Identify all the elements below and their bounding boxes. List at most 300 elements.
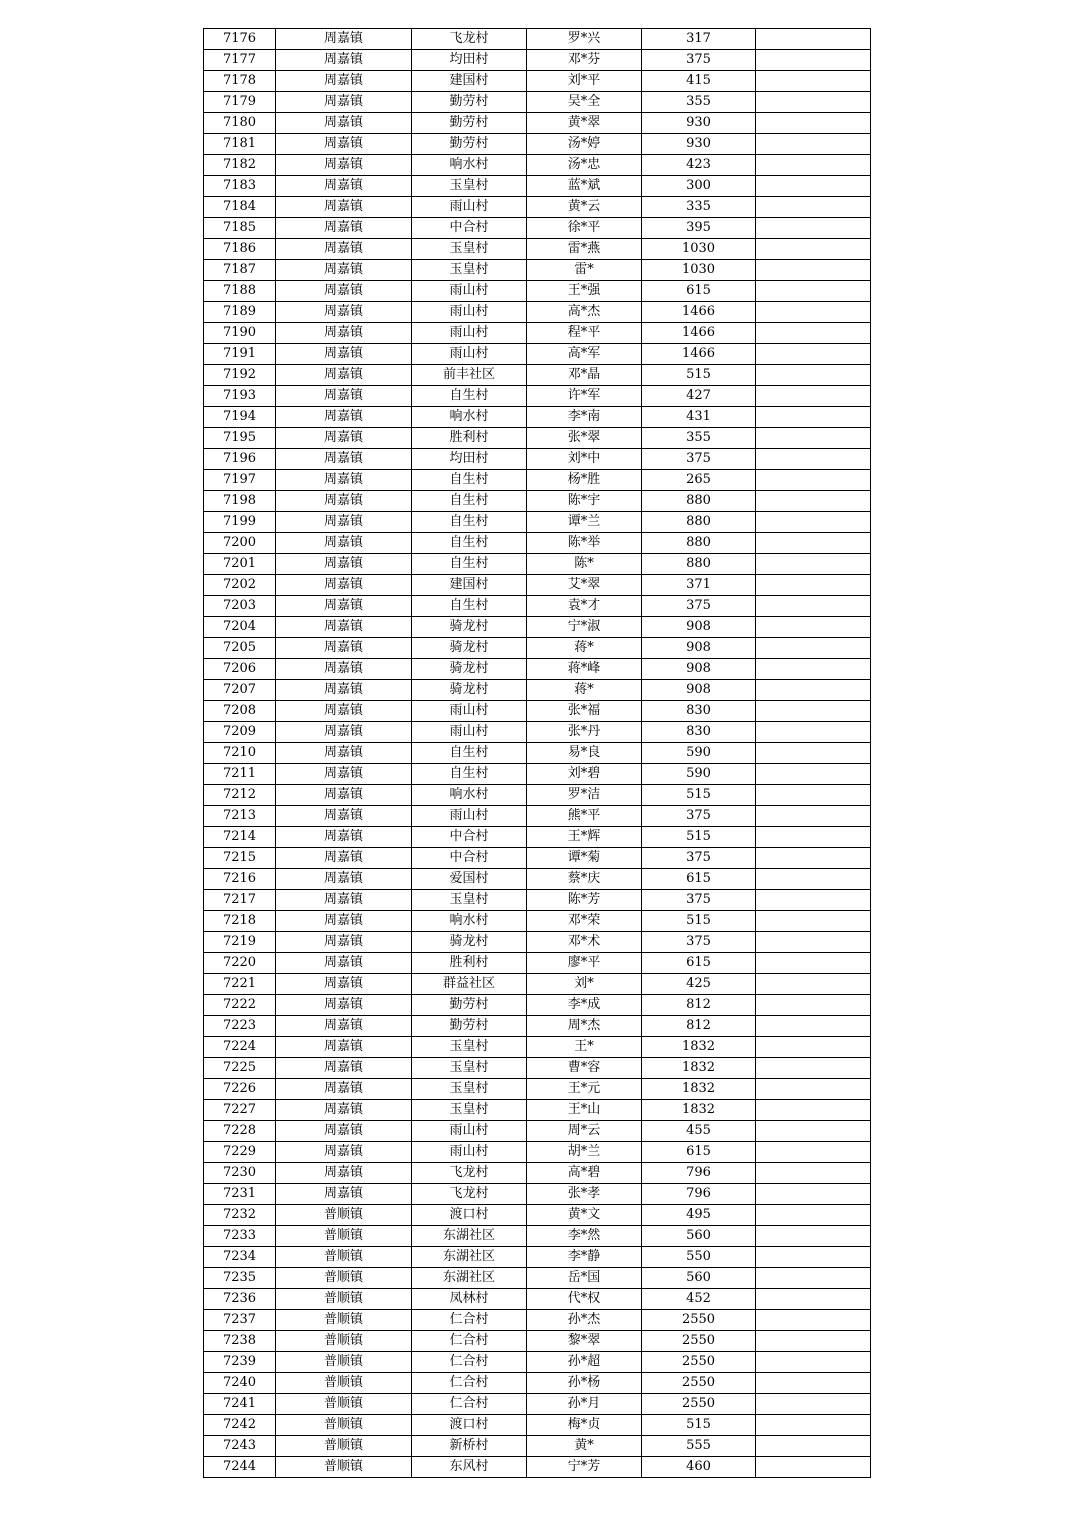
name-cell: 刘*碧 [527,764,642,785]
name-cell: 廖*平 [527,953,642,974]
table-row [204,911,871,932]
amount-cell: 615 [642,1142,756,1163]
amount-cell: 371 [642,575,756,596]
table-row [204,722,871,743]
table-row [204,197,871,218]
village-cell: 雨山村 [412,806,527,827]
town-cell: 周嘉镇 [276,218,412,239]
amount-cell: 560 [642,1268,756,1289]
name-cell: 张*翠 [527,428,642,449]
village-cell: 自生村 [412,470,527,491]
amount-cell: 375 [642,449,756,470]
name-cell: 高*杰 [527,302,642,323]
name-cell: 雷*燕 [527,239,642,260]
table-row [204,134,871,155]
name-cell: 吴*全 [527,92,642,113]
table-row [204,701,871,722]
remark-cell [756,680,871,701]
amount-cell: 495 [642,1205,756,1226]
village-cell: 雨山村 [412,1142,527,1163]
remark-cell [756,281,871,302]
table-row [204,1415,871,1436]
town-cell: 周嘉镇 [276,449,412,470]
village-cell: 建国村 [412,575,527,596]
town-cell: 周嘉镇 [276,386,412,407]
village-cell: 雨山村 [412,701,527,722]
village-cell: 响水村 [412,155,527,176]
remark-cell [756,911,871,932]
amount-cell: 796 [642,1163,756,1184]
name-cell: 袁*才 [527,596,642,617]
village-cell: 自生村 [412,386,527,407]
village-cell: 玉皇村 [412,1100,527,1121]
name-cell: 邓*荣 [527,911,642,932]
row-number-cell: 7238 [204,1331,276,1352]
name-cell: 黄*文 [527,1205,642,1226]
remark-cell [756,1352,871,1373]
table-row [204,785,871,806]
row-number-cell: 7206 [204,659,276,680]
row-number-cell: 7216 [204,869,276,890]
row-number-cell: 7235 [204,1268,276,1289]
table-row [204,1310,871,1331]
row-number-cell: 7212 [204,785,276,806]
town-cell: 周嘉镇 [276,1037,412,1058]
row-number-cell: 7201 [204,554,276,575]
town-cell: 周嘉镇 [276,113,412,134]
table-row [204,596,871,617]
village-cell: 骑龙村 [412,932,527,953]
amount-cell: 300 [642,176,756,197]
remark-cell [756,323,871,344]
town-cell: 周嘉镇 [276,260,412,281]
village-cell: 仁合村 [412,1331,527,1352]
row-number-cell: 7239 [204,1352,276,1373]
town-cell: 周嘉镇 [276,659,412,680]
remark-cell [756,1205,871,1226]
table-row [204,323,871,344]
remark-cell [756,176,871,197]
row-number-cell: 7240 [204,1373,276,1394]
town-cell: 周嘉镇 [276,1079,412,1100]
village-cell: 东湖社区 [412,1226,527,1247]
remark-cell [756,302,871,323]
village-cell: 雨山村 [412,344,527,365]
row-number-cell: 7229 [204,1142,276,1163]
amount-cell: 812 [642,995,756,1016]
name-cell: 胡*兰 [527,1142,642,1163]
amount-cell: 880 [642,512,756,533]
name-cell: 张*孝 [527,1184,642,1205]
name-cell: 刘*中 [527,449,642,470]
remark-cell [756,197,871,218]
amount-cell: 930 [642,113,756,134]
town-cell: 普顺镇 [276,1436,412,1457]
remark-cell [756,932,871,953]
town-cell: 周嘉镇 [276,932,412,953]
name-cell: 张*丹 [527,722,642,743]
row-number-cell: 7241 [204,1394,276,1415]
village-cell: 仁合村 [412,1394,527,1415]
village-cell: 自生村 [412,554,527,575]
amount-cell: 515 [642,1415,756,1436]
row-number-cell: 7221 [204,974,276,995]
amount-cell: 930 [642,134,756,155]
table-row [204,1436,871,1457]
town-cell: 普顺镇 [276,1394,412,1415]
town-cell: 周嘉镇 [276,701,412,722]
village-cell: 自生村 [412,596,527,617]
town-cell: 普顺镇 [276,1289,412,1310]
table-row [204,1079,871,1100]
town-cell: 周嘉镇 [276,92,412,113]
row-number-cell: 7214 [204,827,276,848]
name-cell: 陈*举 [527,533,642,554]
town-cell: 普顺镇 [276,1268,412,1289]
remark-cell [756,1331,871,1352]
table-row [204,1268,871,1289]
name-cell: 黄* [527,1436,642,1457]
remark-cell [756,1247,871,1268]
amount-cell: 1832 [642,1058,756,1079]
name-cell: 汤*婷 [527,134,642,155]
name-cell: 孙*超 [527,1352,642,1373]
name-cell: 邓*晶 [527,365,642,386]
remark-cell [756,239,871,260]
table-row [204,1016,871,1037]
village-cell: 玉皇村 [412,239,527,260]
row-number-cell: 7179 [204,92,276,113]
town-cell: 周嘉镇 [276,554,412,575]
town-cell: 周嘉镇 [276,1121,412,1142]
table-row [204,827,871,848]
name-cell: 蓝*斌 [527,176,642,197]
village-cell: 玉皇村 [412,1058,527,1079]
name-cell: 张*福 [527,701,642,722]
name-cell: 岳*国 [527,1268,642,1289]
town-cell: 周嘉镇 [276,197,412,218]
name-cell: 黄*云 [527,197,642,218]
remark-cell [756,1184,871,1205]
name-cell: 易*良 [527,743,642,764]
row-number-cell: 7183 [204,176,276,197]
remark-cell [756,1226,871,1247]
amount-cell: 1030 [642,239,756,260]
town-cell: 周嘉镇 [276,995,412,1016]
row-number-cell: 7232 [204,1205,276,1226]
amount-cell: 425 [642,974,756,995]
town-cell: 周嘉镇 [276,638,412,659]
village-cell: 勤劳村 [412,92,527,113]
remark-cell [756,92,871,113]
name-cell: 程*平 [527,323,642,344]
remark-cell [756,701,871,722]
name-cell: 王*山 [527,1100,642,1121]
village-cell: 雨山村 [412,323,527,344]
village-cell: 勤劳村 [412,113,527,134]
row-number-cell: 7202 [204,575,276,596]
amount-cell: 1466 [642,323,756,344]
town-cell: 周嘉镇 [276,785,412,806]
remark-cell [756,50,871,71]
name-cell: 蒋* [527,638,642,659]
remark-cell [756,71,871,92]
amount-cell: 1030 [642,260,756,281]
table-row [204,218,871,239]
remark-cell [756,638,871,659]
row-number-cell: 7200 [204,533,276,554]
village-cell: 爱国村 [412,869,527,890]
table-row [204,1163,871,1184]
town-cell: 周嘉镇 [276,71,412,92]
table-row [204,1331,871,1352]
table-row [204,1247,871,1268]
name-cell: 李*南 [527,407,642,428]
name-cell: 曹*容 [527,1058,642,1079]
town-cell: 周嘉镇 [276,596,412,617]
village-cell: 玉皇村 [412,1079,527,1100]
amount-cell: 2550 [642,1373,756,1394]
row-number-cell: 7237 [204,1310,276,1331]
amount-cell: 455 [642,1121,756,1142]
town-cell: 周嘉镇 [276,344,412,365]
amount-cell: 615 [642,869,756,890]
remark-cell [756,953,871,974]
town-cell: 周嘉镇 [276,680,412,701]
name-cell: 罗*洁 [527,785,642,806]
village-cell: 均田村 [412,50,527,71]
amount-cell: 880 [642,554,756,575]
remark-cell [756,1415,871,1436]
table-row [204,470,871,491]
village-cell: 玉皇村 [412,260,527,281]
name-cell: 汤*忠 [527,155,642,176]
amount-cell: 335 [642,197,756,218]
table-row [204,1100,871,1121]
amount-cell: 515 [642,785,756,806]
town-cell: 普顺镇 [276,1331,412,1352]
town-cell: 普顺镇 [276,1310,412,1331]
table-row [204,1037,871,1058]
name-cell: 李*静 [527,1247,642,1268]
remark-cell [756,1016,871,1037]
town-cell: 周嘉镇 [276,743,412,764]
village-cell: 玉皇村 [412,890,527,911]
village-cell: 骑龙村 [412,659,527,680]
table-row [204,344,871,365]
row-number-cell: 7226 [204,1079,276,1100]
amount-cell: 375 [642,932,756,953]
town-cell: 周嘉镇 [276,302,412,323]
town-cell: 周嘉镇 [276,764,412,785]
row-number-cell: 7196 [204,449,276,470]
row-number-cell: 7176 [204,29,276,50]
row-number-cell: 7208 [204,701,276,722]
table-row [204,1142,871,1163]
name-cell: 艾*翠 [527,575,642,596]
remark-cell [756,1394,871,1415]
name-cell: 许*军 [527,386,642,407]
name-cell: 高*军 [527,344,642,365]
town-cell: 周嘉镇 [276,1016,412,1037]
village-cell: 玉皇村 [412,176,527,197]
village-cell: 响水村 [412,785,527,806]
amount-cell: 375 [642,890,756,911]
amount-cell: 515 [642,365,756,386]
remark-cell [756,1457,871,1478]
amount-cell: 265 [642,470,756,491]
village-cell: 雨山村 [412,302,527,323]
remark-cell [756,134,871,155]
town-cell: 周嘉镇 [276,176,412,197]
town-cell: 普顺镇 [276,1457,412,1478]
table-row [204,428,871,449]
amount-cell: 615 [642,281,756,302]
table-body [204,29,871,1478]
remark-cell [756,1289,871,1310]
table-row [204,260,871,281]
village-cell: 自生村 [412,743,527,764]
name-cell: 代*权 [527,1289,642,1310]
name-cell: 王*元 [527,1079,642,1100]
name-cell: 孙*月 [527,1394,642,1415]
amount-cell: 1466 [642,344,756,365]
village-cell: 自生村 [412,491,527,512]
amount-cell: 560 [642,1226,756,1247]
remark-cell [756,386,871,407]
name-cell: 梅*贞 [527,1415,642,1436]
remark-cell [756,1373,871,1394]
remark-cell [756,1163,871,1184]
remark-cell [756,659,871,680]
table-row [204,449,871,470]
row-number-cell: 7203 [204,596,276,617]
amount-cell: 460 [642,1457,756,1478]
town-cell: 周嘉镇 [276,365,412,386]
village-cell: 骑龙村 [412,617,527,638]
town-cell: 周嘉镇 [276,323,412,344]
amount-cell: 908 [642,638,756,659]
table-row [204,1121,871,1142]
town-cell: 周嘉镇 [276,617,412,638]
row-number-cell: 7197 [204,470,276,491]
name-cell: 李*然 [527,1226,642,1247]
row-number-cell: 7181 [204,134,276,155]
town-cell: 周嘉镇 [276,1184,412,1205]
name-cell: 黎*翠 [527,1331,642,1352]
remark-cell [756,1121,871,1142]
row-number-cell: 7223 [204,1016,276,1037]
row-number-cell: 7205 [204,638,276,659]
table-row [204,1289,871,1310]
table-row [204,155,871,176]
remark-cell [756,113,871,134]
row-number-cell: 7186 [204,239,276,260]
amount-cell: 812 [642,1016,756,1037]
row-number-cell: 7210 [204,743,276,764]
row-number-cell: 7199 [204,512,276,533]
table-row [204,1394,871,1415]
town-cell: 周嘉镇 [276,470,412,491]
village-cell: 渡口村 [412,1415,527,1436]
remark-cell [756,155,871,176]
table-row [204,407,871,428]
row-number-cell: 7225 [204,1058,276,1079]
row-number-cell: 7231 [204,1184,276,1205]
remark-cell [756,743,871,764]
amount-cell: 908 [642,680,756,701]
name-cell: 蒋*峰 [527,659,642,680]
table-row [204,512,871,533]
village-cell: 雨山村 [412,722,527,743]
amount-cell: 1832 [642,1100,756,1121]
remark-cell [756,1037,871,1058]
remark-cell [756,491,871,512]
table-row [204,617,871,638]
town-cell: 周嘉镇 [276,50,412,71]
row-number-cell: 7209 [204,722,276,743]
table-row [204,92,871,113]
town-cell: 周嘉镇 [276,239,412,260]
name-cell: 陈* [527,554,642,575]
remark-cell [756,974,871,995]
village-cell: 自生村 [412,533,527,554]
table-row [204,764,871,785]
remark-cell [756,869,871,890]
town-cell: 周嘉镇 [276,806,412,827]
amount-cell: 555 [642,1436,756,1457]
name-cell: 周*杰 [527,1016,642,1037]
town-cell: 周嘉镇 [276,1142,412,1163]
name-cell: 宁*淑 [527,617,642,638]
remark-cell [756,470,871,491]
row-number-cell: 7219 [204,932,276,953]
village-cell: 飞龙村 [412,1163,527,1184]
town-cell: 周嘉镇 [276,890,412,911]
table-row [204,1184,871,1205]
row-number-cell: 7207 [204,680,276,701]
amount-cell: 2550 [642,1394,756,1415]
remark-cell [756,1268,871,1289]
village-cell: 飞龙村 [412,29,527,50]
amount-cell: 375 [642,50,756,71]
town-cell: 普顺镇 [276,1205,412,1226]
table-row [204,239,871,260]
data-table [203,28,871,1478]
row-number-cell: 7194 [204,407,276,428]
town-cell: 周嘉镇 [276,281,412,302]
town-cell: 周嘉镇 [276,722,412,743]
row-number-cell: 7190 [204,323,276,344]
amount-cell: 415 [642,71,756,92]
row-number-cell: 7184 [204,197,276,218]
town-cell: 周嘉镇 [276,1163,412,1184]
remark-cell [756,995,871,1016]
table-row [204,659,871,680]
name-cell: 谭*菊 [527,848,642,869]
remark-cell [756,890,871,911]
village-cell: 渡口村 [412,1205,527,1226]
row-number-cell: 7178 [204,71,276,92]
amount-cell: 423 [642,155,756,176]
row-number-cell: 7198 [204,491,276,512]
amount-cell: 317 [642,29,756,50]
table-row [204,974,871,995]
remark-cell [756,428,871,449]
table-row [204,995,871,1016]
town-cell: 周嘉镇 [276,974,412,995]
amount-cell: 830 [642,722,756,743]
